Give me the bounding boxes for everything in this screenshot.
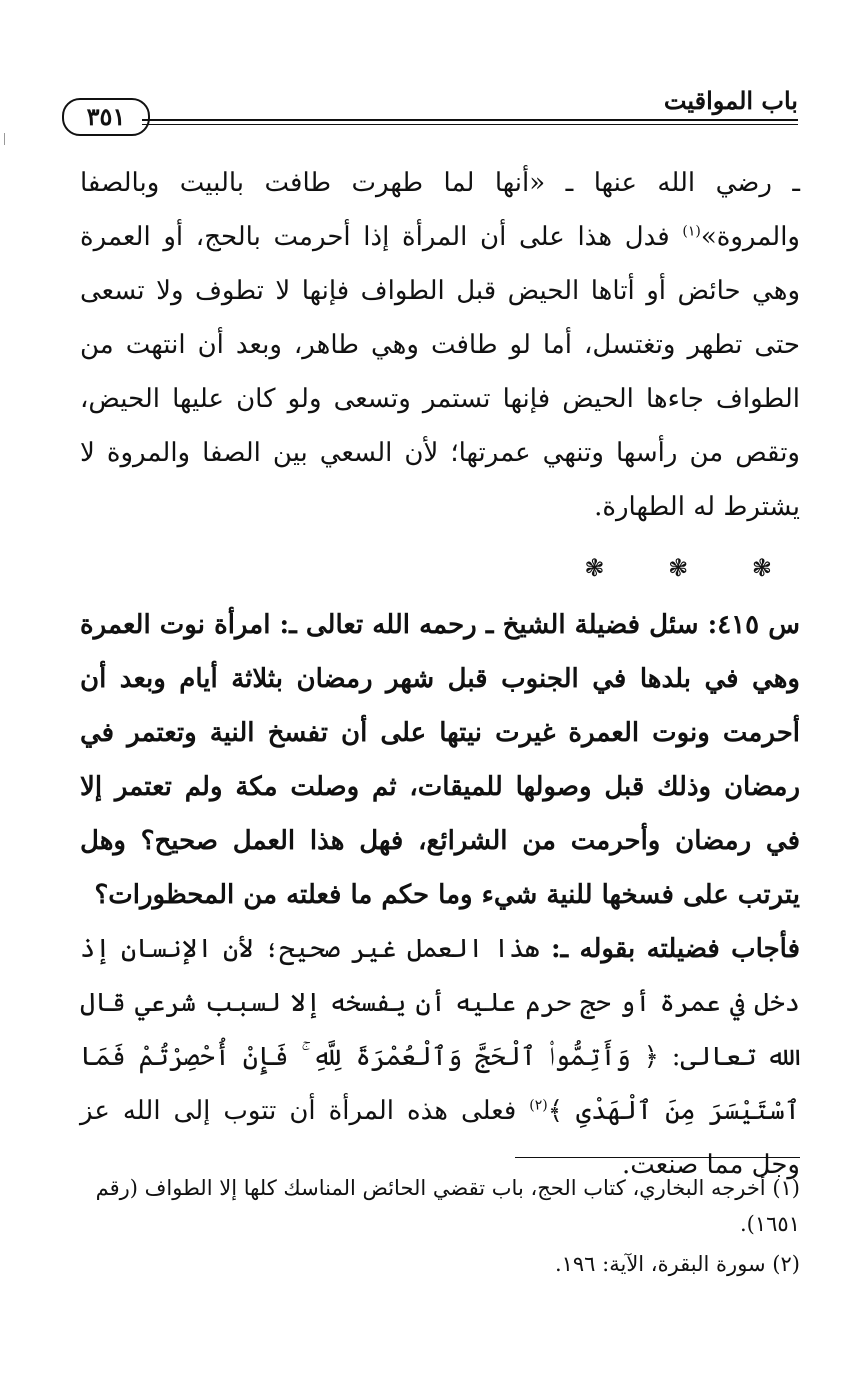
running-header bbox=[62, 86, 798, 138]
footnote-2: (٢) سورة البقرة، الآية: ١٩٦. bbox=[554, 1252, 800, 1276]
answer-text: هذا العمل غير صحيح؛ لأن الإنسان إذ دخل في عمرة أو حج حرم عليه أن يفسخه إلا لسبب شرعي قال الله تعالى: ﴿ وَأَتِمُّوا۟ ٱلْحَجَّ وَٱلْعُمْرَةَ لِلَّهِ ۚ فَإِنْ أُحْصِرْتُمْ فَمَا ٱسْتَيْسَرَ مِنَ ٱلْهَدْىِ ﴾ bbox=[80, 934, 800, 1126]
answer-paragraph bbox=[80, 922, 800, 1192]
header-rule-thin bbox=[142, 124, 798, 125]
main-text bbox=[80, 156, 800, 1192]
footnote-ref-2: (٢) bbox=[529, 1097, 548, 1114]
paragraph-text-cont: فدل هذا على أن المرأة إذا أحرمت بالحج، أو العمرة وهي حائض أو أتاها الحيض قبل الطواف فإنها لا تطوف ولا تسعى حتى تطهر وتغتسل، أما لو طافت وهي طاهر، وبعد أن انتهت من الطواف جاءها الحيض فإنها تستمر وتسعى ولو كان عليها الحيض، وتقص من رأسها وتنهي عمرتها؛ لأن السعي بين الصفا والمروة لا يشترط له الطهارة. bbox=[80, 222, 800, 522]
paragraph-hadith bbox=[80, 156, 800, 534]
footnote-ref-1: (١) bbox=[682, 223, 701, 240]
paragraph-text: ـ رضي الله عنها ـ «أنها لما طهرت طافت بالبيت وبالصفا والمروة» bbox=[80, 168, 800, 252]
margin-mark bbox=[4, 133, 17, 145]
chapter-title: باب المواقيت bbox=[663, 86, 798, 115]
header-rule bbox=[142, 119, 798, 121]
page-number: ٣٥١ bbox=[62, 98, 150, 136]
footnote-rule bbox=[515, 1157, 800, 1158]
section-separator: ❃ ❃ ❃ bbox=[584, 554, 800, 582]
footnote-1: (١) أخرجه البخاري، كتاب الحج، باب تقضي الحائض المناسك كلها إلا الطواف (رقم ١٦٥١). bbox=[95, 1176, 800, 1236]
footnotes bbox=[80, 1170, 800, 1286]
answer-lead: فأجاب فضيلته بقوله ـ: bbox=[539, 934, 801, 964]
answer-text-cont: فعلى هذه المرأة أن تتوب إلى الله عز وجل مما صنعت. bbox=[80, 1096, 800, 1180]
question-paragraph: س ٤١٥: سئل فضيلة الشيخ ـ رحمه الله تعالى ـ: امرأة نوت العمرة وهي في بلدها في الجنوب قبل شهر رمضان بثلاثة أيام وبعد أن أحرمت ونوت العمرة غيرت نيتها على أن تفسخ النية وتعتمر في رمضان وذلك قبل وصولها للميقات، ثم وصلت مكة ولم تعتمر إلا في رمضان وأحرمت من الشرائع، فهل هذا العمل صحيح؟ وهل يترتب على فسخها للنية شيء وما حكم ما فعلته من المحظورات؟ bbox=[80, 610, 800, 910]
